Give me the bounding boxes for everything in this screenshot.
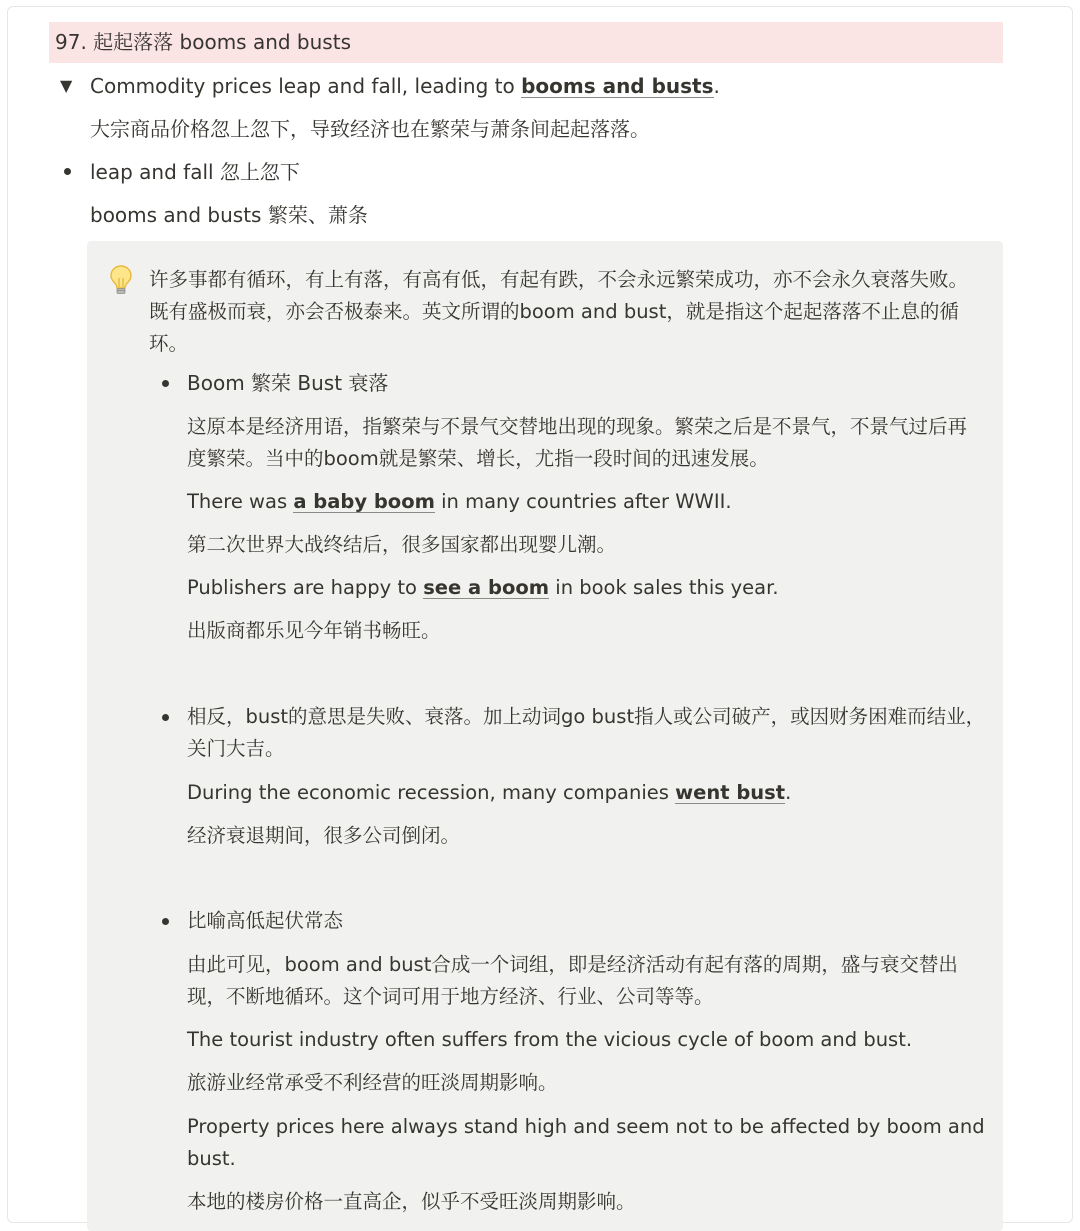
lightbulb-icon xyxy=(108,264,134,296)
example-translation: 出版商都乐见今年销书畅旺。 xyxy=(187,619,441,642)
toggle-sentence-end: . xyxy=(713,74,720,98)
toggle-sentence[interactable] xyxy=(90,70,720,102)
example-text: Publishers are happy to xyxy=(187,576,424,599)
example-sentence: The tourist industry often suffers from the vicious cycle of boom and bust. xyxy=(187,1028,913,1051)
bullet-icon xyxy=(64,168,71,175)
vocab-item: booms and busts 繁荣、萧条 xyxy=(90,203,368,227)
section-title: Boom 繁荣 Bust 衰落 xyxy=(187,371,389,395)
example-sentence xyxy=(187,486,732,518)
example-highlight: see a boom xyxy=(423,576,550,599)
example-text: . xyxy=(785,781,792,804)
example-sentence: Property prices here always stand high and seem not to be affected by boom and bust. xyxy=(187,1115,985,1170)
example-text: in book sales this year. xyxy=(549,576,779,599)
toggle-translation: 大宗商品价格忽上忽下，导致经济也在繁荣与萧条间起起落落。 xyxy=(90,117,650,141)
example-text: During the economic recession, many companies xyxy=(187,781,676,804)
example-translation: 本地的楼房价格一直高企，似乎不受旺淡周期影响。 xyxy=(187,1190,636,1213)
example-text: in many countries after WWII. xyxy=(434,490,732,513)
example-translation: 第二次世界大战终结后，很多国家都出现婴儿潮。 xyxy=(187,533,617,556)
callout-intro: 许多事都有循环，有上有落，有高有低，有起有跌，不会永远繁荣成功，亦不会永久衰落失败。既有盛极而衰，亦会否极泰来。英文所谓的boom and bust，就是指这个起起落落不止息的循环。 xyxy=(149,268,969,355)
toggle-sentence-highlight: booms and busts xyxy=(521,74,714,98)
example-highlight: a baby boom xyxy=(293,490,435,513)
bullet-icon xyxy=(162,380,169,387)
example-translation: 旅游业经常承受不利经营的旺淡周期影响。 xyxy=(187,1071,558,1094)
section-description: 这原本是经济用语，指繁荣与不景气交替地出现的现象。繁荣之后是不景气，不景气过后再度繁荣。当中的boom就是繁荣、增长，尤指一段时间的迅速发展。 xyxy=(187,415,968,470)
bullet-icon xyxy=(162,714,169,721)
vocab-item: leap and fall 忽上忽下 xyxy=(90,160,300,184)
page-title: 97. 起起落落 booms and busts xyxy=(49,22,1003,63)
example-translation: 经济衰退期间，很多公司倒闭。 xyxy=(187,824,461,847)
section-description: 由此可见，boom and bust合成一个词组，即是经济活动有起有落的周期，盛与衰交替出现，不断地循环。这个词可用于地方经济、行业、公司等等。 xyxy=(187,953,958,1008)
example-sentence xyxy=(187,777,791,809)
triangle-down-icon[interactable]: ▼ xyxy=(60,76,73,95)
example-text: There was xyxy=(187,490,294,513)
toggle-sentence-text: Commodity prices leap and fall, leading to xyxy=(90,74,522,98)
example-sentence xyxy=(187,572,779,604)
section-title: 比喻高低起伏常态 xyxy=(187,909,344,932)
section-title: 相反，bust的意思是失败、衰落。加上动词go bust指人或公司破产，或因财务困难而结业，关门大吉。 xyxy=(187,705,986,760)
example-highlight: went bust xyxy=(675,781,786,804)
bullet-icon xyxy=(162,918,169,925)
